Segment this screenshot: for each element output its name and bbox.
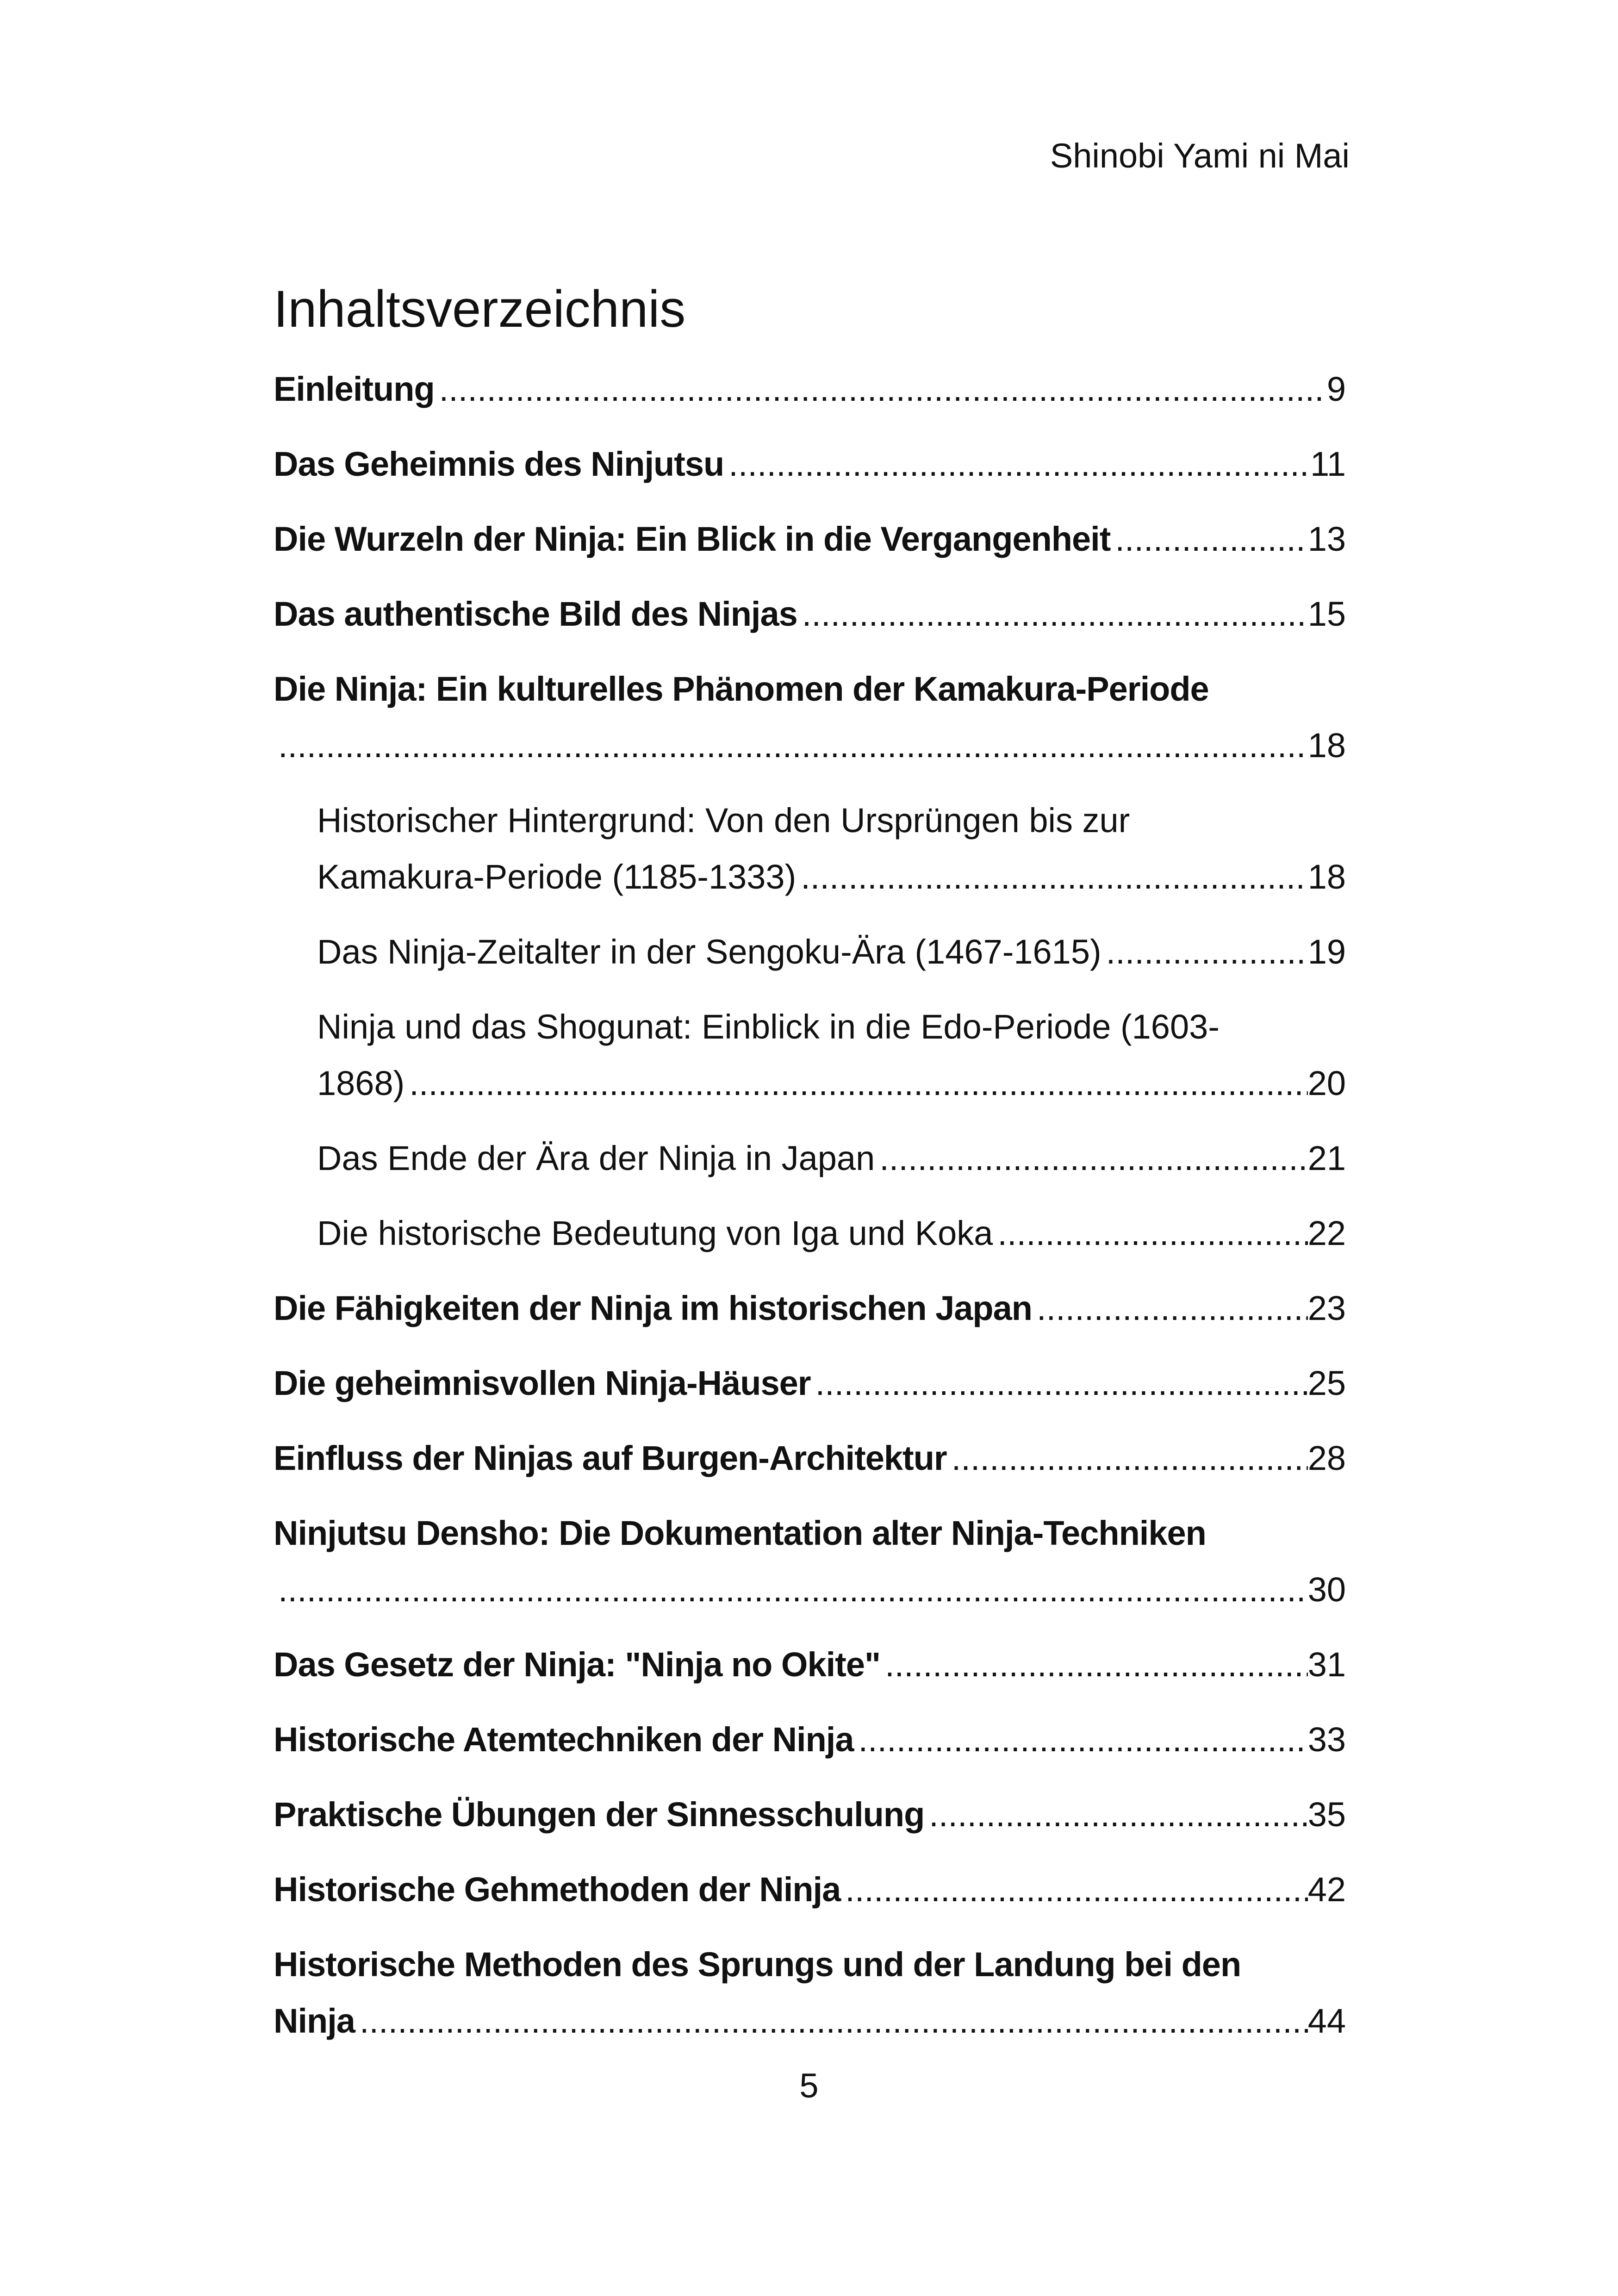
toc-entry-title: Das authentische Bild des Ninjas [274,595,797,633]
toc-entry[interactable] [274,586,1346,642]
toc-entry-page: 20 [1307,1064,1346,1102]
toc-entry-title: Die geheimnisvollen Ninja-Häuser [274,1364,811,1402]
toc-entry-title: 1868) [317,1064,405,1102]
toc-dot-leader [1110,511,1307,567]
toc-entry-page: 44 [1307,2002,1346,2040]
toc-entry-page: 25 [1307,1364,1346,1402]
toc-entry-page: 19 [1307,933,1346,971]
toc-entry-title: Die Wurzeln der Ninja: Ein Blick in die Vergangenheit [274,520,1111,558]
toc-dot-leader [811,1355,1308,1412]
toc-entry[interactable] [274,1280,1346,1337]
toc-entry[interactable] [274,1786,1346,1843]
toc-entry-title: Die historische Bedeutung von Iga und Koka [317,1214,993,1252]
toc-entry[interactable] [274,361,1346,417]
toc-entry-title: Historische Atemtechniken der Ninja [274,1720,854,1759]
toc-entry[interactable] [274,1711,1346,1768]
toc-entry-page: 28 [1307,1439,1346,1477]
toc-entry-page: 15 [1307,595,1346,633]
toc-entry-page: 18 [1307,726,1346,765]
table-of-contents [274,361,1346,2068]
toc-entry-page: 30 [1307,1570,1346,1609]
toc-entry[interactable] [274,1936,1346,2049]
toc-dot-leader [947,1430,1308,1487]
toc-entry-title-line-1: Ninja und das Shogunat: Einblick in die Edo-Periode (1603- [317,1008,1220,1046]
toc-entry-title: Historische Gehmethoden der Ninja [274,1870,841,1909]
toc-entry-title: Einfluss der Ninjas auf Burgen-Architektur [274,1439,947,1477]
page-number: 5 [799,2066,819,2105]
toc-dot-leader [724,436,1310,492]
toc-dot-leader [274,1562,1308,1618]
toc-entry-page: 18 [1307,858,1346,896]
toc-entry-title-line-1: Die Ninja: Ein kulturelles Phänomen der Kamakura-Periode [274,670,1209,708]
toc-entry[interactable] [274,1355,1346,1412]
toc-dot-leader [797,586,1308,642]
toc-entry-page: 9 [1326,370,1346,408]
toc-entry-page: 11 [1310,445,1346,483]
toc-entry[interactable] [274,661,1346,774]
toc-dot-leader [875,1130,1307,1187]
toc-dot-leader [404,1055,1307,1112]
toc-dot-leader [880,1636,1308,1693]
toc-entry-title: Das Ninja-Zeitalter in der Sengoku-Ära (1467-1615) [317,933,1101,971]
toc-heading: Inhaltsverzeichnis [274,280,686,338]
toc-entry-title: Einleitung [274,370,435,408]
toc-entry-page: 33 [1307,1720,1346,1759]
toc-entry[interactable] [274,1636,1346,1693]
toc-subentry[interactable] [274,999,1346,1112]
toc-entry-page: 22 [1307,1214,1346,1252]
toc-entry[interactable] [274,511,1346,567]
toc-dot-leader [854,1711,1308,1768]
toc-entry-title: Das Ende der Ära der Ninja in Japan [317,1139,875,1177]
toc-entry-page: 23 [1307,1289,1346,1327]
toc-entry-title: Kamakura-Periode (1185-1333) [317,858,797,896]
toc-entry-page: 31 [1307,1645,1346,1684]
toc-dot-leader [274,717,1308,774]
toc-entry-title: Das Gesetz der Ninja: "Ninja no Okite" [274,1645,881,1684]
toc-dot-leader [924,1786,1307,1843]
toc-dot-leader [1032,1280,1308,1337]
toc-entry[interactable] [274,436,1346,492]
toc-subentry[interactable] [274,1205,1346,1262]
toc-entry-page: 42 [1307,1870,1346,1909]
toc-entry-title-line-1: Ninjutsu Densho: Die Dokumentation alter Ninja-Techniken [274,1514,1206,1552]
toc-entry[interactable] [274,1430,1346,1487]
toc-entry-title: Die Fähigkeiten der Ninja im historischen Japan [274,1289,1032,1327]
toc-entry-page: 35 [1307,1795,1346,1834]
toc-entry-page: 13 [1307,520,1346,558]
toc-dot-leader [840,1861,1307,1918]
toc-entry[interactable] [274,1505,1346,1618]
toc-subentry[interactable] [274,1130,1346,1187]
toc-entry-page: 21 [1307,1139,1346,1177]
toc-dot-leader [993,1205,1307,1262]
toc-dot-leader [1101,924,1308,980]
toc-entry[interactable] [274,1861,1346,1918]
toc-dot-leader [796,849,1307,905]
toc-subentry[interactable] [274,924,1346,980]
toc-entry-title-line-1: Historischer Hintergrund: Von den Ursprüngen bis zur [317,801,1130,840]
toc-subentry[interactable] [274,792,1346,905]
toc-dot-leader [355,1993,1308,2049]
running-header-title: Shinobi Yami ni Mai [1050,137,1350,175]
toc-entry-title: Das Geheimnis des Ninjutsu [274,445,724,483]
toc-entry-title-line-1: Historische Methoden des Sprungs und der Landung bei den [274,1945,1241,1984]
toc-dot-leader [435,361,1327,417]
toc-entry-title: Ninja [274,2002,355,2040]
toc-entry-title: Praktische Übungen der Sinnesschulung [274,1795,925,1834]
